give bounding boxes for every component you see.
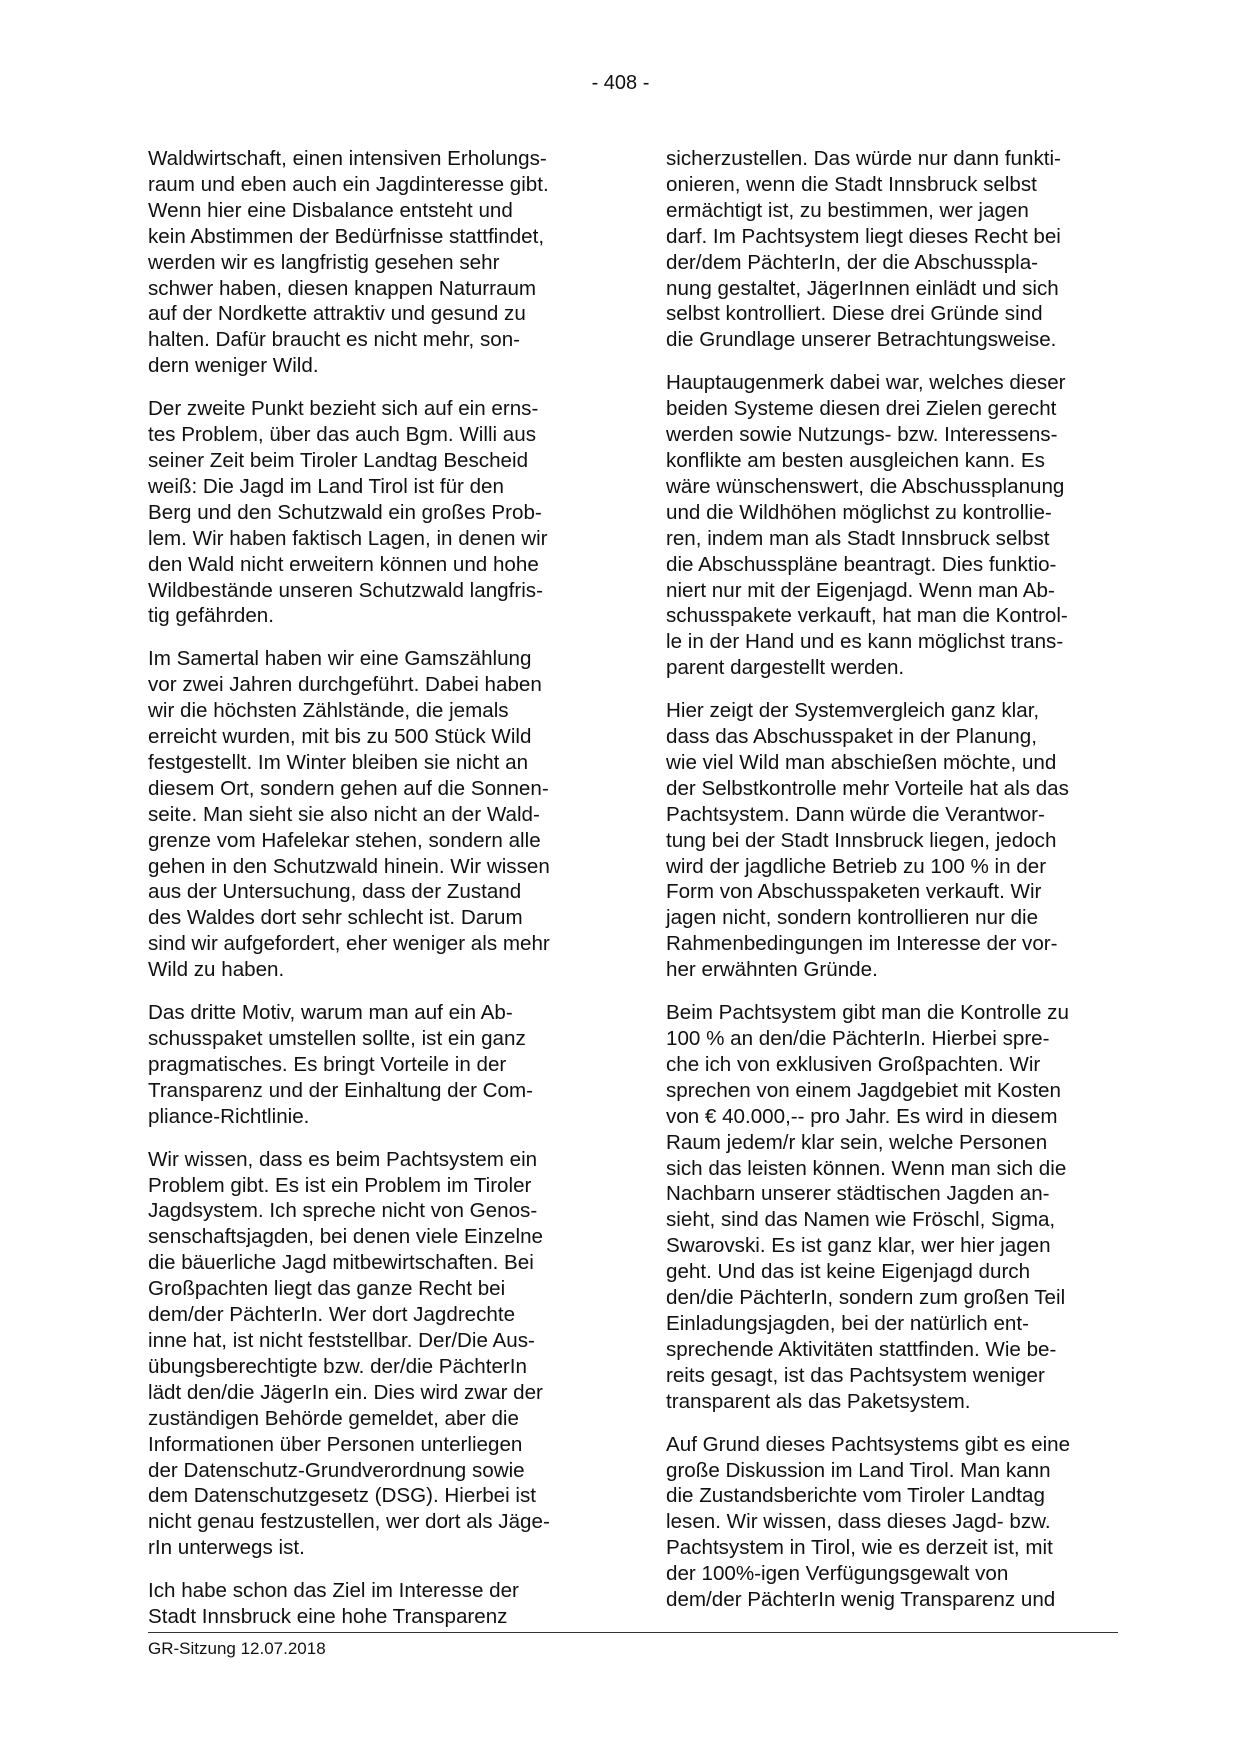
text-line: nicht genau festzustellen, wer dort als Jäge- [148, 1510, 550, 1534]
text-line: Transparenz und der Einhaltung der Com- [148, 1078, 534, 1102]
text-line: Ich habe schon das Ziel im Interesse der [148, 1579, 519, 1603]
text-line: sind wir aufgefordert, eher weniger als mehr [148, 932, 550, 956]
text-line: Wildbestände unseren Schutzwald langfris- [148, 578, 543, 602]
paragraph [148, 1000, 598, 1130]
text-line: der/dem PächterIn, der die Abschusspla- [666, 250, 1039, 274]
text-line: onieren, wenn die Stadt Innsbruck selbst [666, 172, 1037, 196]
text-line: schusspaket umstellen sollte, ist ein ganz [148, 1027, 526, 1050]
text-line: Auf Grund dieses Pachtsystems gibt es eine [666, 1432, 1071, 1456]
text-line: niert nur mit der Eigenjagd. Wenn man Ab- [666, 578, 1055, 602]
text-line: transparent als das Paketsystem. [666, 1389, 971, 1413]
text-line: den Wald nicht erweitern können und hohe [148, 552, 539, 576]
text-line: die bäuerliche Jagd mitbewirtschaften. Bei [148, 1251, 534, 1275]
text-line: Wild zu haben. [148, 958, 285, 982]
text-line: Rahmenbedingungen im Interesse der vor- [666, 932, 1058, 956]
text-line: Form von Abschusspaketen verkauft. Wir [666, 880, 1042, 904]
text-line: halten. Dafür braucht es nicht mehr, son- [148, 328, 521, 352]
text-line: sprechen von einem Jagdgebiet mit Kosten [666, 1078, 1061, 1102]
text-line: konflikte am besten ausgleichen kann. Es [666, 448, 1045, 472]
text-line: sieht, sind das Namen wie Fröschl, Sigma, [666, 1208, 1056, 1232]
text-line: zuständigen Behörde gemeldet, aber die [148, 1406, 519, 1430]
text-line: der 100%-igen Verfügungsgewalt von [666, 1562, 1009, 1586]
text-line: tes Problem, über das auch Bgm. Willi aus [148, 423, 537, 447]
paragraph [148, 1147, 598, 1562]
text-line: Problem gibt. Es ist ein Problem im Tiroler [148, 1173, 532, 1197]
footer-session-date: GR-Sitzung 12.07.2018 [148, 1639, 326, 1658]
text-line: die Zustandsberichte vom Tiroler Landtag [666, 1484, 1045, 1508]
text-line: seite. Man sieht sie also nicht an der Wald- [148, 802, 540, 826]
text-line: jagen nicht, sondern kontrollieren nur die [666, 906, 1039, 930]
text-line: tung bei der Stadt Innsbruck liegen, jedoch [666, 828, 1057, 852]
text-line: Raum jedem/r klar sein, welche Personen [666, 1130, 1048, 1154]
text-line: pragmatisches. Es bringt Vorteile in der [148, 1052, 507, 1076]
text-line: dem/der PächterIn. Wer dort Jagdrechte [148, 1303, 516, 1327]
text-line: beiden Systeme diesen drei Zielen gerecht [666, 397, 1057, 421]
text-line: wäre wünschenswert, die Abschussplanung [666, 474, 1065, 498]
paragraph [148, 646, 598, 983]
text-line: des Waldes dort sehr schlecht ist. Darum [148, 906, 523, 930]
text-line: parent dargestellt werden. [666, 656, 905, 680]
text-line: große Diskussion im Land Tirol. Man kann [666, 1458, 1051, 1482]
text-line: grenze vom Hafelekar stehen, sondern alle [148, 828, 541, 852]
text-line: wie viel Wild man abschießen möchte, und [666, 750, 1057, 774]
text-line: raum und eben auch ein Jagdinteresse gibt. [148, 172, 549, 196]
text-line: her erwähnten Gründe. [666, 958, 878, 982]
text-line: die Grundlage unserer Betrachtungsweise. [666, 328, 1057, 352]
text-line: Stadt Innsbruck eine hohe Transparenz [148, 1605, 508, 1629]
text-line: dem/der PächterIn wenig Transparenz und [666, 1588, 1056, 1612]
text-line: che ich von exklusiven Großpachten. Wir [666, 1052, 1041, 1076]
text-line: seiner Zeit beim Tiroler Landtag Bescheid [148, 448, 529, 472]
text-line: Swarovski. Es ist ganz klar, wer hier jagen [666, 1234, 1051, 1258]
text-line: Einladungsjagden, bei der natürlich ent- [666, 1311, 1029, 1335]
text-line: nung gestaltet, JägerInnen einlädt und sich [666, 276, 1059, 300]
text-line: tig gefährden. [148, 604, 274, 628]
footer-divider [148, 1632, 1118, 1633]
text-line: sicherzustellen. Das würde nur dann funkti- [666, 147, 1061, 170]
text-line: wir die höchsten Zählstände, die jemals [148, 699, 509, 723]
text-line: Beim Pachtsystem gibt man die Kontrolle zu [666, 1001, 1069, 1025]
text-line: Großpachten liegt das ganze Recht bei [148, 1277, 506, 1301]
text-line: lem. Wir haben faktisch Lagen, in denen wir [148, 526, 548, 550]
text-column-right [666, 146, 1116, 1630]
text-line: le in der Hand und es kann möglichst trans- [666, 630, 1064, 654]
text-line: vor zwei Jahren durchgeführt. Dabei haben [148, 673, 542, 697]
text-line: erreicht wurden, mit bis zu 500 Stück Wild [148, 725, 532, 749]
text-line: sprechende Aktivitäten stattfinden. Wie be- [666, 1337, 1057, 1361]
text-line: wird der jagdliche Betrieb zu 100 % in der [666, 854, 1047, 878]
paragraph [148, 396, 598, 629]
text-line: der Datenschutz-Grundverordnung sowie [148, 1458, 525, 1482]
text-line: Waldwirtschaft, einen intensiven Erholungs- [148, 147, 547, 170]
text-line: Pachtsystem in Tirol, wie es derzeit ist, mit [666, 1536, 1053, 1560]
paragraph [666, 146, 1116, 353]
text-line: übungsberechtigte bzw. der/die PächterIn [148, 1354, 527, 1378]
text-line: Jagdsystem. Ich spreche nicht von Genos- [148, 1199, 538, 1223]
text-line: selbst kontrolliert. Diese drei Gründe sind [666, 302, 1043, 326]
paragraph [666, 1000, 1116, 1415]
text-line: Der zweite Punkt bezieht sich auf ein erns- [148, 397, 539, 421]
text-line: werden sowie Nutzungs- bzw. Interessens- [666, 423, 1058, 447]
text-line: schwer haben, diesen knappen Naturraum [148, 276, 537, 300]
text-line: werden wir es langfristig gesehen sehr [148, 250, 500, 274]
paragraph [148, 146, 598, 379]
text-line: pliance-Richtlinie. [148, 1104, 310, 1128]
text-line: weiß: Die Jagd im Land Tirol ist für den [148, 474, 504, 498]
text-line: Berg und den Schutzwald ein großes Prob- [148, 500, 542, 524]
text-line: darf. Im Pachtsystem liegt dieses Recht bei [666, 224, 1061, 248]
text-line: gehen in den Schutzwald hinein. Wir wissen [148, 854, 550, 878]
paragraph [666, 1432, 1116, 1613]
text-line: aus der Untersuchung, dass der Zustand [148, 880, 522, 904]
text-line: Pachtsystem. Dann würde die Verantwor- [666, 802, 1045, 826]
text-line: diesem Ort, sondern gehen auf die Sonnen- [148, 776, 549, 800]
text-line: Das dritte Motiv, warum man auf ein Ab- [148, 1001, 513, 1025]
text-line: Hier zeigt der Systemvergleich ganz klar, [666, 699, 1040, 723]
text-line: der Selbstkontrolle mehr Vorteile hat als das [666, 776, 1069, 800]
text-line: lädt den/die JägerIn ein. Dies wird zwar der [148, 1380, 543, 1404]
text-line: festgestellt. Im Winter bleiben sie nicht an [148, 750, 529, 774]
text-line: inne hat, ist nicht feststellbar. Der/Die Aus- [148, 1328, 535, 1352]
paragraph [148, 1578, 598, 1630]
text-line: rIn unterwegs ist. [148, 1536, 305, 1560]
text-line: ren, indem man als Stadt Innsbruck selbst [666, 526, 1050, 550]
page-number: - 408 - [591, 72, 650, 94]
text-line: Wenn hier eine Disbalance entsteht und [148, 198, 513, 222]
text-line: dem Datenschutzgesetz (DSG). Hierbei ist [148, 1484, 536, 1508]
text-line: ermächtigt ist, zu bestimmen, wer jagen [666, 198, 1029, 222]
text-line: schusspakete verkauft, hat man die Kontrol- [666, 604, 1068, 628]
text-line: reits gesagt, ist das Pachtsystem weniger [666, 1363, 1045, 1387]
paragraph [666, 370, 1116, 681]
text-line: und die Wildhöhen möglichst zu kontrollie- [666, 500, 1052, 524]
text-line: 100 % an den/die PächterIn. Hierbei spre- [666, 1027, 1050, 1050]
text-line: Im Samertal haben wir eine Gamszählung [148, 647, 532, 671]
text-line: geht. Und das ist keine Eigenjagd durch [666, 1260, 1031, 1284]
text-line: dass das Abschusspaket in der Planung, [666, 725, 1037, 749]
text-line: von € 40.000,-- pro Jahr. Es wird in diesem [666, 1104, 1058, 1128]
text-line: auf der Nordkette attraktiv und gesund zu [148, 302, 526, 326]
text-line: lesen. Wir wissen, dass dieses Jagd- bzw. [666, 1510, 1051, 1534]
text-line: dern weniger Wild. [148, 354, 319, 378]
text-line: Informationen über Personen unterliegen [148, 1432, 523, 1456]
text-column-left [148, 146, 598, 1647]
text-line: Wir wissen, dass es beim Pachtsystem ein [148, 1147, 538, 1171]
paragraph [666, 698, 1116, 983]
text-line: senschaftsjagden, bei denen viele Einzelne [148, 1225, 543, 1249]
text-line: Nachbarn unserer städtischen Jagden an- [666, 1182, 1050, 1206]
text-line: Hauptaugenmerk dabei war, welches dieser [666, 371, 1066, 395]
text-line: sich das leisten können. Wenn man sich die [666, 1156, 1067, 1180]
text-line: die Abschusspläne beantragt. Dies funktio- [666, 552, 1057, 576]
text-line: den/die PächterIn, sondern zum großen Teil [666, 1286, 1066, 1310]
text-line: kein Abstimmen der Bedürfnisse stattfindet, [148, 224, 545, 248]
